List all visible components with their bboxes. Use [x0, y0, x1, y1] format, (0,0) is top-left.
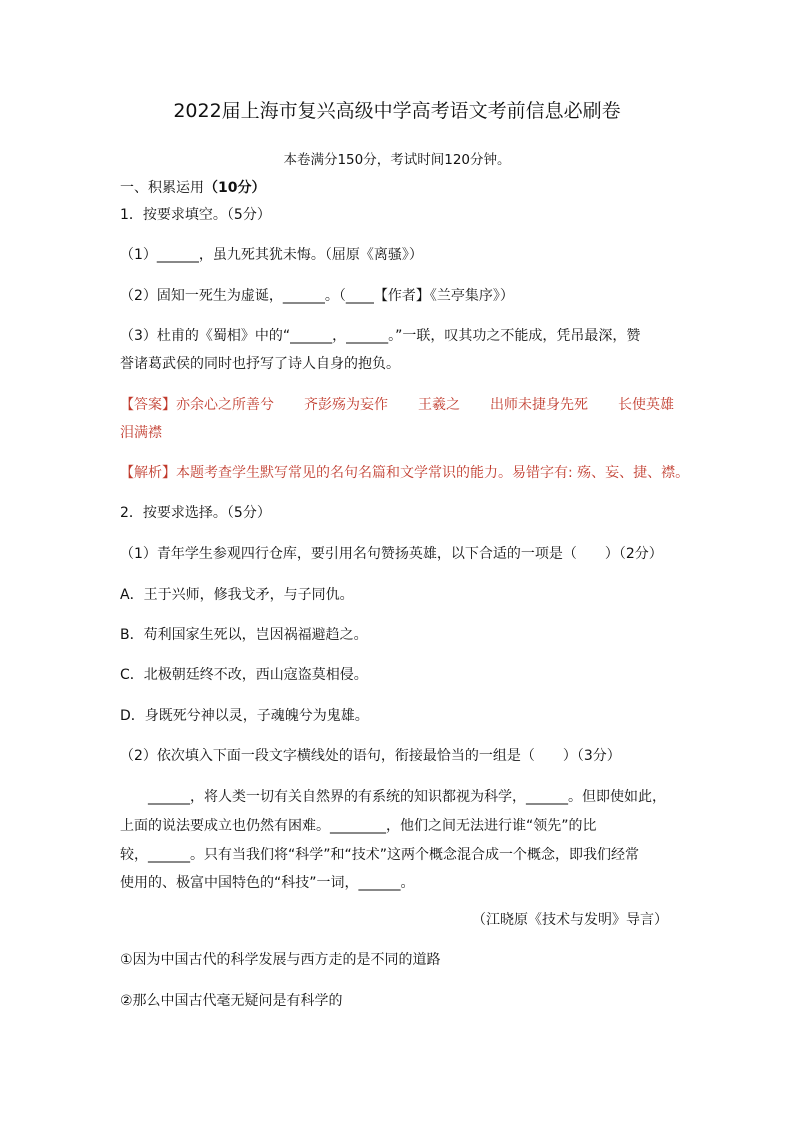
section-score: （10分）: [204, 180, 266, 196]
choice-item: ②那么中国古代毫无疑问是有科学的: [120, 993, 343, 1009]
section-label: 一、积累运用: [120, 180, 204, 196]
passage-source: （江晓原《技术与发明》导言）: [472, 912, 668, 928]
answer-item: 亦余心之所善兮: [176, 397, 274, 413]
answer-line-2: 泪满襟: [120, 425, 162, 441]
option-c: C．北极朝廷终不改，西山寇盗莫相侵。: [120, 667, 368, 683]
answer-label: 【答案】: [120, 397, 176, 413]
option-a: A．王于兴师，修我戈矛，与子同仇。: [120, 587, 354, 603]
choice-item: ①因为中国古代的科学发展与西方走的是不同的道路: [120, 952, 441, 968]
question-2-part-1: （1）青年学生参观四行仓库，要引用名句赞扬英雄，以下合适的一项是（ ）（2分）: [120, 546, 663, 562]
question-1-part-2: （2）固知一死生为虚诞，______。（____【作者】《兰亭集序》）: [120, 288, 514, 304]
answer-item: 出师未捷身先死: [490, 397, 588, 413]
passage-line: 使用的、极富中国特色的“科技”一词，______。: [120, 875, 415, 891]
question-2-part-2: （2）依次填入下面一段文字横线处的语句，衔接最恰当的一组是（ ）（3分）: [120, 748, 621, 764]
passage-line: ______，将人类一切有关自然界的有系统的知识都视为科学，______。但即使如此，: [120, 789, 666, 805]
analysis-line: [120, 463, 689, 483]
section-heading: [120, 178, 265, 198]
question-1-part-3-line-1: （3）杜甫的《蜀相》中的“______，______。”一联，叹其功之不能成，凭吊最深，赞: [120, 328, 641, 344]
analysis-label: 【解析】: [120, 465, 176, 481]
passage-line: 较，______。只有当我们将“科学”和“技术”这两个概念混合成一个概念，即我们经常: [120, 847, 640, 863]
page-title: 2022届上海市复兴高级中学高考语文考前信息必刷卷: [173, 100, 621, 122]
option-d: D．身既死兮神以灵，子魂魄兮为鬼雄。: [120, 708, 369, 724]
passage-line: 上面的说法要成立也仍然有困难。________，他们之间无法进行谁“领先”的比: [120, 818, 597, 834]
option-b: B．苟利国家生死以，岂因祸福避趋之。: [120, 627, 368, 643]
question-1-stem: 1．按要求填空。（5分）: [120, 207, 271, 223]
question-1-part-3-line-2: 誉诸葛武侯的同时也抒写了诗人自身的抱负。: [120, 356, 400, 372]
question-1-part-1: （1）______，虽九死其犹未悔。（屈原《离骚》）: [120, 247, 423, 263]
answer-item: 长使英雄: [618, 397, 674, 413]
analysis-text: 本题考查学生默写常见的名句名篇和文学常识的能力。易错字有: 殇、妄、捷、襟。: [176, 465, 690, 481]
exam-info: 本卷满分150分，考试时间120分钟。: [283, 152, 511, 168]
answer-line-1: [120, 395, 674, 415]
answer-item: 齐彭殇为妄作: [304, 397, 388, 413]
question-2-stem: 2．按要求选择。（5分）: [120, 505, 271, 521]
answer-item: 王羲之: [418, 397, 460, 413]
